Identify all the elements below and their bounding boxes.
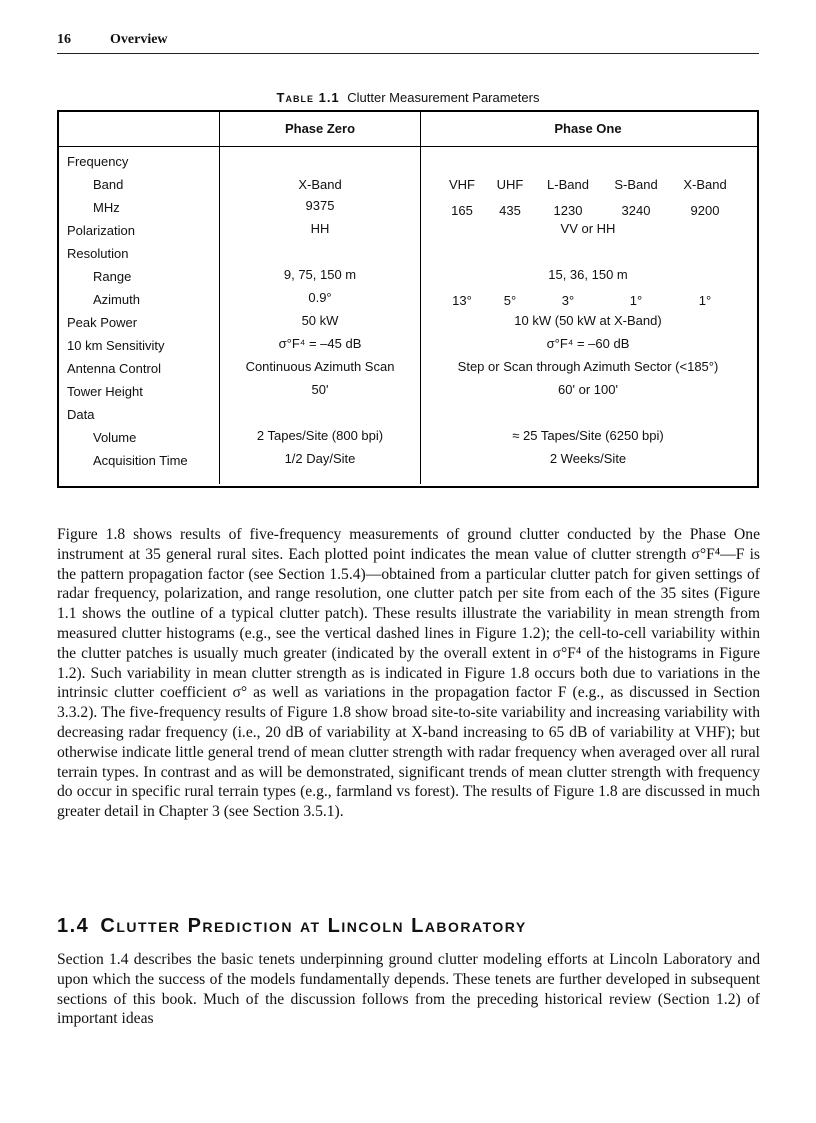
running-head [57, 31, 759, 54]
table-caption-title: Clutter Measurement Parameters [347, 90, 540, 105]
body-paragraph: Figure 1.8 shows results of five-frequency measurements of ground clutter conducted by the Phase One instrument at 35 general rural sites. Each plotted point indicates the mean value of clutter strength σ°F⁴—F is the pattern propagation factor (see Section 1.5.4)—obtained from a particular clutter patch for given settings of radar frequency, polarization, and range resolution, one clutter patch per site from each of the 35 sites (Figure 1.1 shows the outline of a typical clutter patch). These results illustrate the variability in mean strength from measured clutter histograms (e.g., see the vertical dashed lines in Figure 1.2); the cell-to-cell variability within the clutter patches is usually much greater (indicated by the overall extent in σ°F⁴ of the histograms in Figure 1.2). Such variability in mean clutter strength as is indicated in Figure 1.8 occurs both due to variations in the intrinsic clutter coefficient σ° as well as variations in the propagation factor F (e.g., as discussed in Section 3.3.2). The five-frequency results of Figure 1.8 show broad site-to-site variability and increasing variability with decreasing radar frequency (i.e., 20 dB of variability at X-band increasing to 65 dB of variability at VHF); but otherwise indicate little general trend of mean clutter strength with radar frequency when averaged over all rural terrain types. In contrast and as will be demonstrated, significant trends of mean clutter strength with frequency do occur in specific rural terrain types (e.g., farmland vs forest). The results of Figure 1.8 are discussed in much greater detail in Chapter 3 (see Section 3.5.1). [57, 526, 760, 821]
clutter-parameters-table [57, 110, 759, 488]
phase-one-azimuth: 5° [503, 293, 517, 308]
phase-one-tower-height: 60' or 100' [558, 382, 618, 397]
row-label-polarization: Polarization [67, 223, 135, 238]
phase-zero-azimuth: 0.9° [308, 290, 332, 305]
phase-one-mhz: 165 [451, 203, 473, 218]
phase-one-azimuth: 3° [561, 293, 575, 308]
header-phase-zero: Phase Zero [284, 121, 356, 136]
phase-one-band: X-Band [683, 177, 727, 192]
phase-one-peak-power: 10 kW (50 kW at X-Band) [514, 313, 662, 328]
phase-one-band: L-Band [547, 177, 589, 192]
phase-one-range: 15, 36, 150 m [548, 267, 628, 282]
phase-one-mhz: 435 [499, 203, 521, 218]
running-title: Overview [110, 32, 168, 47]
section-title: Clutter Prediction at Lincoln Laboratory [100, 915, 527, 937]
phase-zero-mhz: 9375 [305, 198, 335, 213]
phase-zero-antenna-control: Continuous Azimuth Scan [245, 359, 395, 374]
row-label-frequency: Frequency [67, 154, 129, 169]
phase-one-antenna-control: Step or Scan through Azimuth Sector (<185°) [457, 359, 719, 374]
row-label-azimuth: Azimuth [93, 292, 140, 307]
phase-zero-volume: 2 Tapes/Site (800 bpi) [256, 428, 384, 443]
row-label-mhz: MHz [93, 200, 120, 215]
phase-zero-tower-height: 50' [311, 382, 329, 397]
row-label-antenna-control: Antenna Control [67, 361, 161, 376]
table-caption [0, 90, 816, 105]
table-header-divider [59, 146, 757, 147]
phase-one-acquisition-time: 2 Weeks/Site [549, 451, 627, 466]
section-number: 1.4 [57, 915, 90, 937]
phase-one-mhz: 3240 [621, 203, 651, 218]
phase-one-azimuth: 1° [629, 293, 643, 308]
phase-zero-band: X-Band [298, 177, 342, 192]
phase-one-mhz: 1230 [553, 203, 583, 218]
section-heading [57, 914, 760, 938]
body-paragraph: Section 1.4 describes the basic tenets underpinning ground clutter modeling efforts at Lincoln Laboratory and upon which the success of the models fundamentally depends. These tenets are further developed in subsequent sections of this book. Much of the discussion follows from the preceding historical review (Section 1.2) of important ideas [57, 951, 760, 1028]
phase-one-band: VHF [449, 177, 475, 192]
row-label-resolution: Resolution [67, 246, 129, 261]
row-label-sensitivity: 10 km Sensitivity [67, 338, 165, 353]
row-label-volume: Volume [93, 430, 137, 445]
phase-one-azimuth: 13° [452, 293, 472, 308]
table-caption-label: Table 1.1 [276, 90, 340, 105]
phase-one-band: UHF [496, 177, 524, 192]
phase-zero-sensitivity: σ°F⁴ = –45 dB [278, 336, 362, 351]
header-phase-one: Phase One [554, 121, 622, 136]
row-label-acquisition-time: Acquisition Time [93, 453, 188, 468]
phase-zero-acquisition-time: 1/2 Day/Site [284, 451, 356, 466]
row-label-peak-power: Peak Power [67, 315, 138, 330]
row-label-range: Range [93, 269, 132, 284]
phase-one-volume: ≈ 25 Tapes/Site (6250 bpi) [512, 428, 664, 443]
phase-one-sensitivity: σ°F⁴ = –60 dB [546, 336, 630, 351]
row-label-band: Band [93, 177, 124, 192]
page-number: 16 [57, 32, 71, 47]
row-label-data: Data [67, 407, 95, 422]
row-label-tower-height: Tower Height [67, 384, 143, 399]
phase-zero-peak-power: 50 kW [301, 313, 339, 328]
phase-one-polarization: VV or HH [560, 221, 616, 236]
phase-one-mhz: 9200 [690, 203, 720, 218]
phase-zero-polarization: HH [310, 221, 330, 236]
phase-one-azimuth: 1° [698, 293, 712, 308]
phase-one-band: S-Band [614, 177, 658, 192]
phase-zero-range: 9, 75, 150 m [283, 267, 357, 282]
